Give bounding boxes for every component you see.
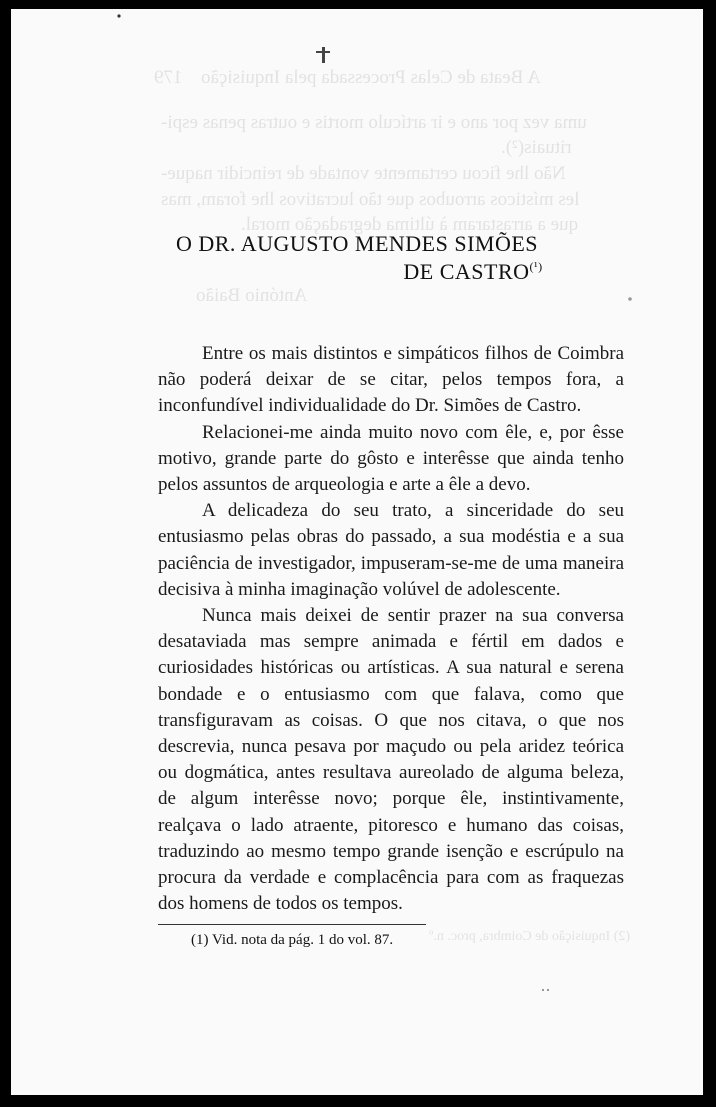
show-through-footnote: (2) Inquisição de Coimbra, proc. n.º bbox=[429, 929, 631, 944]
article-title-line-1: O DR. AUGUSTO MENDES SIMÕES bbox=[175, 231, 539, 256]
footnote-separator bbox=[158, 924, 426, 925]
article-body bbox=[158, 341, 624, 917]
show-through-line: Não lhe ficou certamente vontade de reincidir naque- bbox=[161, 163, 566, 184]
paragraph: A delicadeza do seu trato, a sinceridade do seu entusiasmo pelas obras do passado, a sua modéstia e a sua paciência de investigador, impuseram-se-me de uma maneira decisiva à minha imaginação volúvel de adolescente. bbox=[158, 500, 624, 600]
show-through-signature: António Baião bbox=[196, 285, 308, 306]
show-through-line: uma vez por ano e ir artículo mortis e outras penas espi- bbox=[161, 112, 587, 133]
footnote-reference: (¹) bbox=[529, 259, 543, 274]
article-title-surname: DE CASTRO bbox=[403, 259, 530, 284]
show-through-line: rituais(²). bbox=[501, 137, 572, 158]
paragraph: Entre os mais distintos e simpáticos filhos de Coimbra não poderá deixar de se citar, pelos tempos fora, a inconfundível individualidade do Dr. Simões de Castro. bbox=[158, 343, 624, 417]
footnote: (1) Vid. nota da pág. 1 do vol. 87. bbox=[191, 932, 394, 948]
article-title-line-2 bbox=[127, 259, 703, 285]
show-through-header: A Beata de Celas Processada pela Inquisição bbox=[201, 67, 541, 88]
show-through-page-number: 179 bbox=[154, 67, 183, 88]
show-through-line: les místicos arroubos que tão lucrativos lhe foram, mas bbox=[161, 189, 580, 210]
paragraph: Nunca mais deixei de sentir prazer na sua conversa desataviada mas sempre animada e fértil em dados e curiosidades históricas ou artísticas. A sua natural e serena bondade e o entusiasmo com que falava, como que transfiguravam as coisas. O que nos citava, o que nos descrevia, nunca pesava por maçudo ou pela aridez teórica ou dogmática, antes resultava aureolado de alguma beleza, de algum interêsse novo; porque êle, instintivamente, realçava o lado atraente, pitoresco e humano das coisas, traduzindo ao mesmo tempo grande isenção e escrúpulo na procura da verdade e complacência para com as fraquezas dos homens de todos os tempos. bbox=[158, 605, 624, 915]
show-through-line: que a arrastaram à última degradação moral. bbox=[241, 214, 579, 235]
page bbox=[11, 9, 703, 1095]
paragraph: Relacionei-me ainda muito novo com êle, e, por êsse motivo, grande parte do gôsto e interêsse que ainda tenho pelos assuntos de arqueologia e arte a êle a devo. bbox=[158, 421, 624, 496]
